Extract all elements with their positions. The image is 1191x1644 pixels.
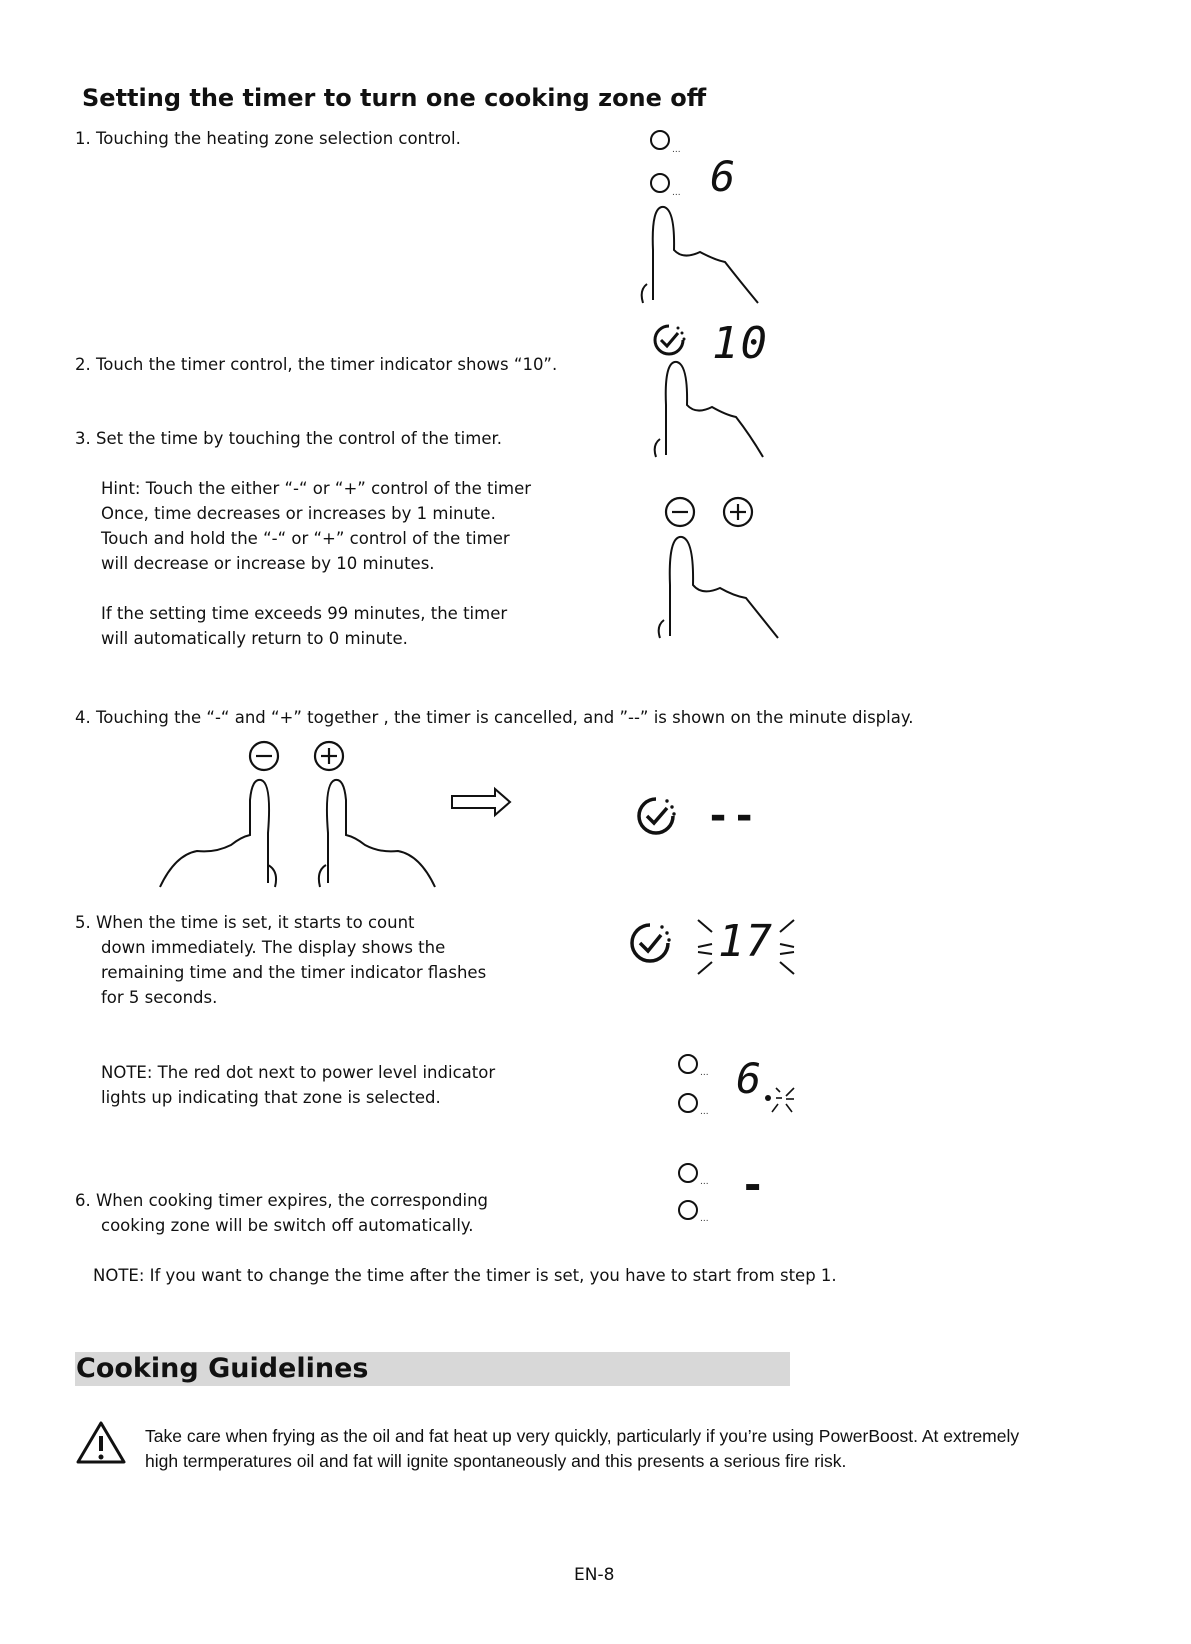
warning-text: high termperatures oil and fat will ignite spontaneously and this presents a serious fire risk. xyxy=(145,1451,847,1471)
plus-icon xyxy=(722,496,754,528)
step-4-text: 4. Touching the “-“ and “+” together , the timer is cancelled, and ”--” is shown on the minute display. xyxy=(75,708,914,727)
zone-selector-icon xyxy=(650,173,670,193)
timer-icon xyxy=(652,323,686,357)
hint-line: will decrease or increase by 10 minutes. xyxy=(101,554,435,573)
cancelled-display: -- xyxy=(706,793,759,839)
zone-dots: ... xyxy=(672,145,681,155)
page-heading: Setting the timer to turn one cooking zone off xyxy=(82,84,707,112)
step-6-text: cooking zone will be switch off automatically. xyxy=(101,1216,474,1235)
power-level-display: 6 xyxy=(710,152,736,201)
hint-line: Hint: Touch the either “-“ or “+” control of the timer xyxy=(101,479,532,498)
hint-line: Once, time decreases or increases by 1 minute. xyxy=(101,504,496,523)
page-number: EN-8 xyxy=(574,1565,615,1585)
zone-dots: ... xyxy=(700,1214,709,1224)
zone-dots: ... xyxy=(672,188,681,198)
step-5-text: down immediately. The display shows the xyxy=(101,938,446,957)
zone-selector-icon xyxy=(678,1093,698,1113)
arrow-right-icon xyxy=(450,787,520,817)
zone-dots: ... xyxy=(700,1068,709,1078)
right-finger-icon xyxy=(310,775,440,890)
minus-icon xyxy=(248,740,280,772)
timer-display: 10 xyxy=(712,318,769,369)
step-1-text: 1. Touching the heating zone selection control. xyxy=(75,129,461,148)
plus-icon xyxy=(313,740,345,772)
step-3-text: 3. Set the time by touching the control of the timer. xyxy=(75,429,502,448)
step-2-text: 2. Touch the timer control, the timer indicator shows “10”. xyxy=(75,355,558,374)
zone-selector-icon xyxy=(678,1200,698,1220)
minus-icon xyxy=(664,496,696,528)
timer-icon xyxy=(637,796,677,836)
expired-display: - xyxy=(740,1160,766,1209)
zone-dots: ... xyxy=(700,1177,709,1187)
step-5-text: 5. When the time is set, it starts to count xyxy=(75,913,415,932)
note-change-time: NOTE: If you want to change the time after the timer is set, you have to start from step 1. xyxy=(93,1266,837,1285)
zone-selector-icon xyxy=(678,1163,698,1183)
step-5-text: for 5 seconds. xyxy=(101,988,218,1007)
step-5-text: remaining time and the timer indicator flashes xyxy=(101,963,487,982)
finger-icon xyxy=(650,355,770,460)
zone-selector-icon xyxy=(650,130,670,150)
power-selected-display: 6 xyxy=(736,1054,762,1103)
timer-icon xyxy=(630,922,672,964)
red-dot-flash-icon xyxy=(760,1082,796,1118)
finger-icon xyxy=(635,200,765,310)
section-title: Cooking Guidelines xyxy=(76,1353,369,1384)
note-red-dot: NOTE: The red dot next to power level indicator xyxy=(101,1063,496,1082)
note-red-dot: lights up indicating that zone is selected. xyxy=(101,1088,441,1107)
hint-line: Touch and hold the “-“ or “+” control of the timer xyxy=(101,529,510,548)
left-finger-icon xyxy=(155,775,285,890)
finger-icon xyxy=(654,530,784,642)
warning-icon xyxy=(76,1420,126,1464)
warning-text: Take care when frying as the oil and fat heat up very quickly, particularly if you’re using PowerBoost. At extremely xyxy=(145,1426,1020,1446)
hint-line: If the setting time exceeds 99 minutes, the timer xyxy=(101,604,508,623)
countdown-display: 17 xyxy=(718,916,773,967)
zone-selector-icon xyxy=(678,1054,698,1074)
zone-dots: ... xyxy=(700,1107,709,1117)
hint-line: will automatically return to 0 minute. xyxy=(101,629,408,648)
step-6-text: 6. When cooking timer expires, the corresponding xyxy=(75,1191,489,1210)
